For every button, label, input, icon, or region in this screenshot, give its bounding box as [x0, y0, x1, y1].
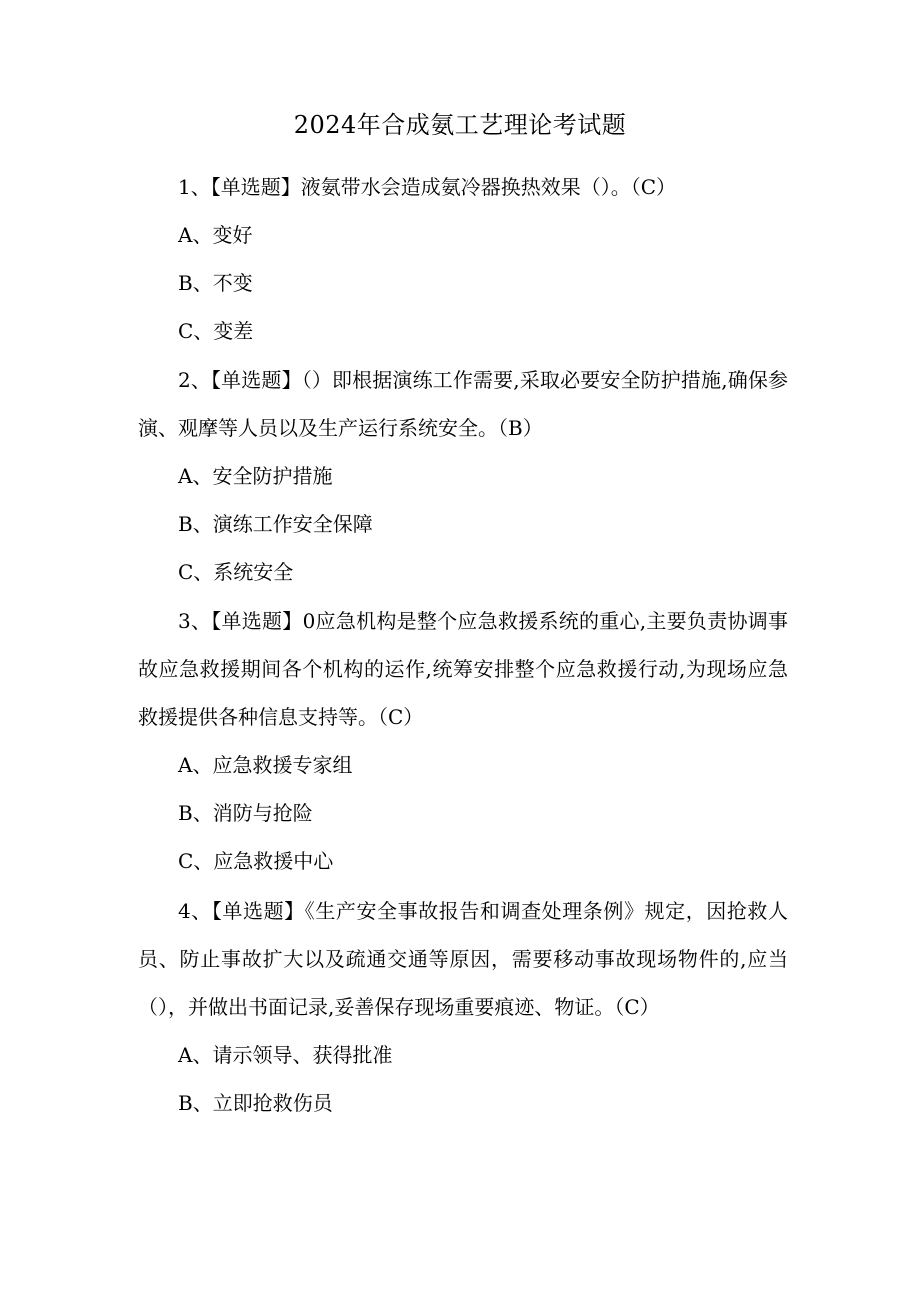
question-1: [138, 163, 788, 355]
question-1-text: 1、【单选题】液氨带水会造成氨冷器换热效果（）。（C）: [178, 175, 677, 199]
question-1-option-b: B、不变: [178, 271, 253, 295]
question-1-option-a: A、变好: [178, 223, 253, 247]
question-1-option-c: C、变差: [178, 319, 254, 343]
question-4: [138, 887, 788, 1127]
question-4-option-b: B、立即抢救伤员: [178, 1091, 333, 1115]
document-title: 2024年合成氨工艺理论考试题: [293, 111, 627, 139]
question-3-option-a: A、应急救援专家组: [178, 753, 353, 777]
question-2-option-b: B、演练工作安全保障: [178, 512, 373, 536]
question-3-text: 3、【单选题】0应急机构是整个应急救援系统的重心,主要负责协调事故应急救援期间各个机构的运作,统筹安排整个应急救援行动,为现场应急救援提供各种信息支持等。（C）: [138, 609, 788, 729]
question-2: [138, 356, 788, 596]
question-4-option-a: A、请示领导、获得批准: [178, 1043, 393, 1067]
question-4-text: 4、【单选题】《生产安全事故报告和调查处理条例》规定，因抢救人员、防止事故扩大以及疏通交通等原因，需要移动事故现场物件的,应当（），并做出书面记录,妥善保存现场重要痕迹、物证。（C）: [138, 899, 788, 1019]
question-2-text: 2、【单选题】（）即根据演练工作需要,采取必要安全防护措施,确保参演、观摩等人员以及生产运行系统安全。（B）: [138, 368, 788, 440]
question-3: [138, 597, 788, 885]
question-3-option-c: C、应急救援中心: [178, 849, 334, 873]
question-3-option-b: B、消防与抢险: [178, 801, 313, 825]
question-2-option-c: C、系统安全: [178, 560, 294, 584]
question-2-option-a: A、安全防护措施: [178, 464, 333, 488]
